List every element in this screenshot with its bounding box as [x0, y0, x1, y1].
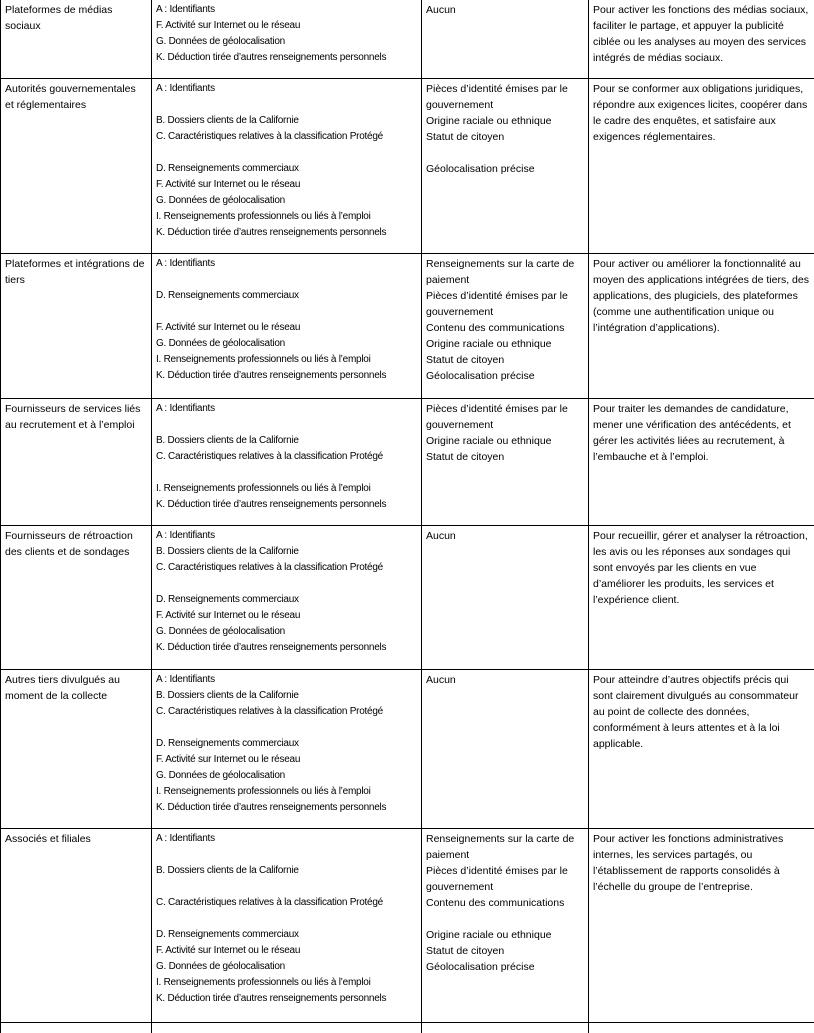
pi-category-line: G. Données de géolocalisation [156, 194, 285, 206]
sensitive-pi-line: Aucun [426, 4, 456, 16]
pi-category-line [156, 911, 417, 927]
sensitive-pi-line: Origine raciale ou ethnique [426, 337, 552, 350]
sensitive-pi-line: Statut de citoyen [426, 450, 505, 463]
pi-category-line: C. Caractéristiques relatives à la classification Protégé [156, 561, 383, 573]
sensitive-pi-line: Origine raciale ou ethnique [426, 434, 552, 447]
sensitive-pi-line: Pièces d’identité émises par le gouvernement [426, 289, 568, 318]
cell-purpose [589, 78, 814, 253]
purpose-text: Pour traiter les demandes de candidature, mener une vérification des antécédents, et gérer les activités liées au recrutement, à l’embauche et à l’emploi. [593, 402, 791, 463]
cell-sensitive-pi [422, 78, 589, 253]
cell-third-party [1, 1022, 152, 1033]
third-party-name: Fournisseurs de services liés au recrutement et à l’emploi [5, 402, 141, 431]
pi-category-line: K. Déduction tirée d’autres renseignements personnels [156, 992, 387, 1004]
cell-purpose [589, 669, 814, 828]
pi-category-line [156, 97, 417, 113]
table-row [1, 525, 814, 669]
pi-category-line: A : Identifiants [156, 673, 215, 685]
third-party-name: Plateformes et intégrations de tiers [5, 257, 145, 286]
sensitive-pi-line: Renseignements sur la carte de paiement [426, 257, 575, 286]
cell-pi-categories [152, 253, 422, 398]
purpose-text: Pour recueillir, gérer et analyser la rétroaction, les avis ou les réponses aux sondages qui sont envoyés par les clients en vue d’améliorer les produits, les services et l’expérience client. [593, 529, 808, 606]
cell-pi-categories [152, 525, 422, 669]
pi-category-line: A : Identifiants [156, 832, 215, 844]
sensitive-pi-line: Pièces d’identité émises par le gouvernement [426, 402, 568, 431]
pi-category-line: K. Déduction tirée d’autres renseignements personnels [156, 801, 387, 813]
pi-category-line [156, 847, 417, 863]
pi-category-line [156, 720, 417, 736]
table-row [1, 253, 814, 398]
third-party-name: Autorités gouvernementales et réglementaires [5, 82, 136, 111]
pi-category-line: B. Dossiers clients de la Californie [156, 689, 299, 701]
pi-category-line: C. Caractéristiques relatives à la classification Protégé [156, 896, 383, 908]
cell-sensitive-pi [422, 253, 589, 398]
pi-category-line [156, 576, 417, 592]
sensitive-pi-line: Contenu des communications [426, 896, 565, 909]
table-row [1, 669, 814, 828]
pi-category-line: C. Caractéristiques relatives à la classification Protégé [156, 450, 383, 462]
table-row [1, 398, 814, 525]
pi-category-line [156, 145, 417, 161]
pi-category-line: D. Renseignements commerciaux [156, 737, 299, 749]
sensitive-pi-line: Aucun [426, 673, 456, 686]
pi-category-line: G. Données de géolocalisation [156, 337, 285, 349]
pi-category-line: A : Identifiants [156, 82, 215, 94]
sensitive-pi-line: Géolocalisation précise [426, 369, 535, 382]
pi-category-line [156, 304, 417, 320]
pi-category-line: B. Dossiers clients de la Californie [156, 114, 299, 126]
pi-category-line: D. Renseignements commerciaux [156, 289, 299, 301]
sensitive-pi-line: Pièces d’identité émises par le gouvernement [426, 864, 568, 893]
pi-category-line [156, 465, 417, 481]
cell-purpose [589, 253, 814, 398]
sensitive-pi-line: Statut de citoyen [426, 353, 505, 366]
purpose-text: Pour activer les fonctions administratives internes, les services partagés, ou l’établissement de rapports consolidés à l’échelle du groupe de l’entreprise. [593, 832, 784, 893]
purpose-text: Pour se conformer aux obligations juridiques, répondre aux exigences licites, coopérer dans le cadre des enquêtes, et satisfaire aux exigences réglementaires. [593, 82, 808, 143]
sensitive-pi-line: Contenu des communications [426, 321, 565, 334]
pi-category-line: I. Renseignements professionnels ou liés à l’emploi [156, 482, 371, 494]
table-row [1, 0, 814, 78]
pi-category-line: B. Dossiers clients de la Californie [156, 864, 299, 876]
pi-category-line: F. Activité sur Internet ou le réseau [156, 321, 301, 333]
pi-category-line: I. Renseignements professionnels ou liés à l’emploi [156, 785, 371, 797]
cell-third-party [1, 0, 152, 78]
pi-category-line: G. Données de géolocalisation [156, 36, 285, 47]
third-party-name: Associés et filiales [5, 832, 91, 845]
table-row [1, 1022, 814, 1033]
cell-third-party [1, 253, 152, 398]
cell-third-party [1, 525, 152, 669]
cell-sensitive-pi [422, 828, 589, 1022]
cell-purpose [589, 525, 814, 669]
cell-pi-categories [152, 398, 422, 525]
pi-category-line: K. Déduction tirée d’autres renseignements personnels [156, 226, 387, 238]
pi-category-line: B. Dossiers clients de la Californie [156, 434, 299, 446]
pi-category-line: B. Dossiers clients de la Californie [156, 545, 299, 557]
purpose-text: Pour activer ou améliorer la fonctionnalité au moyen des applications intégrées de tiers, des applications, des plugiciels, des plateformes (comme une authentification unique ou l’intégration d’applications). [593, 257, 809, 334]
pi-category-line: G. Données de géolocalisation [156, 960, 285, 972]
table-row [1, 78, 814, 253]
pi-category-line: F. Activité sur Internet ou le réseau [156, 944, 301, 956]
pi-category-line: K. Déduction tirée d’autres renseignements personnels [156, 498, 387, 510]
pi-category-line [156, 417, 417, 433]
cell-purpose [589, 828, 814, 1022]
cell-third-party [1, 669, 152, 828]
cell-pi-categories [152, 669, 422, 828]
pi-category-line: I. Renseignements professionnels ou liés à l’emploi [156, 210, 371, 222]
cell-third-party [1, 828, 152, 1022]
pi-category-line: A : Identifiants [156, 257, 215, 269]
sensitive-pi-line [426, 911, 584, 927]
pi-category-line: D. Renseignements commerciaux [156, 593, 299, 605]
pi-category-line: F. Activité sur Internet ou le réseau [156, 20, 301, 31]
pi-category-line: A : Identifiants [156, 529, 215, 541]
third-party-name: Autres tiers divulgués au moment de la collecte [5, 673, 120, 702]
cell-sensitive-pi [422, 398, 589, 525]
pi-category-line: K. Déduction tirée d’autres renseignements personnels [156, 52, 387, 63]
pi-category-line: G. Données de géolocalisation [156, 769, 285, 781]
sensitive-pi-line: Géolocalisation précise [426, 162, 535, 175]
sensitive-pi-line: Statut de citoyen [426, 944, 505, 957]
pi-category-line: C. Caractéristiques relatives à la classification Protégé [156, 130, 383, 142]
pi-category-line: K. Déduction tirée d’autres renseignements personnels [156, 369, 387, 381]
cell-sensitive-pi [422, 1022, 589, 1033]
pi-category-line: I. Renseignements professionnels ou liés à l’emploi [156, 353, 371, 365]
pi-category-line: F. Activité sur Internet ou le réseau [156, 753, 301, 765]
pi-category-line: K. Déduction tirée d’autres renseignements personnels [156, 641, 387, 653]
purpose-text: Pour atteindre d’autres objectifs précis qui sont clairement divulgués au consommateur au point de collecte des données, conformément à leurs attentes et à la loi applicable. [593, 673, 799, 750]
pi-category-line: C. Caractéristiques relatives à la classification Protégé [156, 705, 383, 717]
pi-category-line [156, 879, 417, 895]
cell-pi-categories [152, 0, 422, 78]
cell-pi-categories [152, 1022, 422, 1033]
cell-sensitive-pi [422, 0, 589, 78]
cell-purpose [589, 1022, 814, 1033]
pi-category-line: F. Activité sur Internet ou le réseau [156, 178, 301, 190]
pi-category-line: I. Renseignements professionnels ou liés à l’emploi [156, 976, 371, 988]
cell-purpose [589, 398, 814, 525]
sensitive-pi-line: Statut de citoyen [426, 130, 505, 143]
cell-pi-categories [152, 828, 422, 1022]
pi-category-line [156, 272, 417, 288]
pi-category-line: A : Identifiants [156, 4, 215, 15]
pi-category-line: G. Données de géolocalisation [156, 625, 285, 637]
sensitive-pi-line: Origine raciale ou ethnique [426, 114, 552, 127]
sensitive-pi-line: Renseignements sur la carte de paiement [426, 832, 575, 861]
sensitive-pi-line [426, 145, 584, 161]
cell-third-party [1, 398, 152, 525]
third-party-name: Fournisseurs de rétroaction des clients et de sondages [5, 529, 133, 558]
pi-category-line: D. Renseignements commerciaux [156, 162, 299, 174]
pi-category-line: A : Identifiants [156, 402, 215, 414]
sensitive-pi-line: Aucun [426, 529, 456, 542]
pi-category-line: F. Activité sur Internet ou le réseau [156, 609, 301, 621]
cell-sensitive-pi [422, 669, 589, 828]
cell-third-party [1, 78, 152, 253]
pi-category-line: D. Renseignements commerciaux [156, 928, 299, 940]
cell-purpose [589, 0, 814, 78]
sensitive-pi-line: Pièces d’identité émises par le gouvernement [426, 82, 568, 111]
sensitive-pi-line: Géolocalisation précise [426, 960, 535, 973]
third-party-name: Plateformes de médias sociaux [5, 4, 113, 32]
cell-sensitive-pi [422, 525, 589, 669]
cell-pi-categories [152, 78, 422, 253]
table-row [1, 828, 814, 1022]
purpose-text: Pour activer les fonctions des médias sociaux, faciliter le partage, et appuyer la publicité ciblée ou les analyses au moyen des services intégrés de médias sociaux. [593, 4, 809, 64]
sensitive-pi-line: Origine raciale ou ethnique [426, 928, 552, 941]
